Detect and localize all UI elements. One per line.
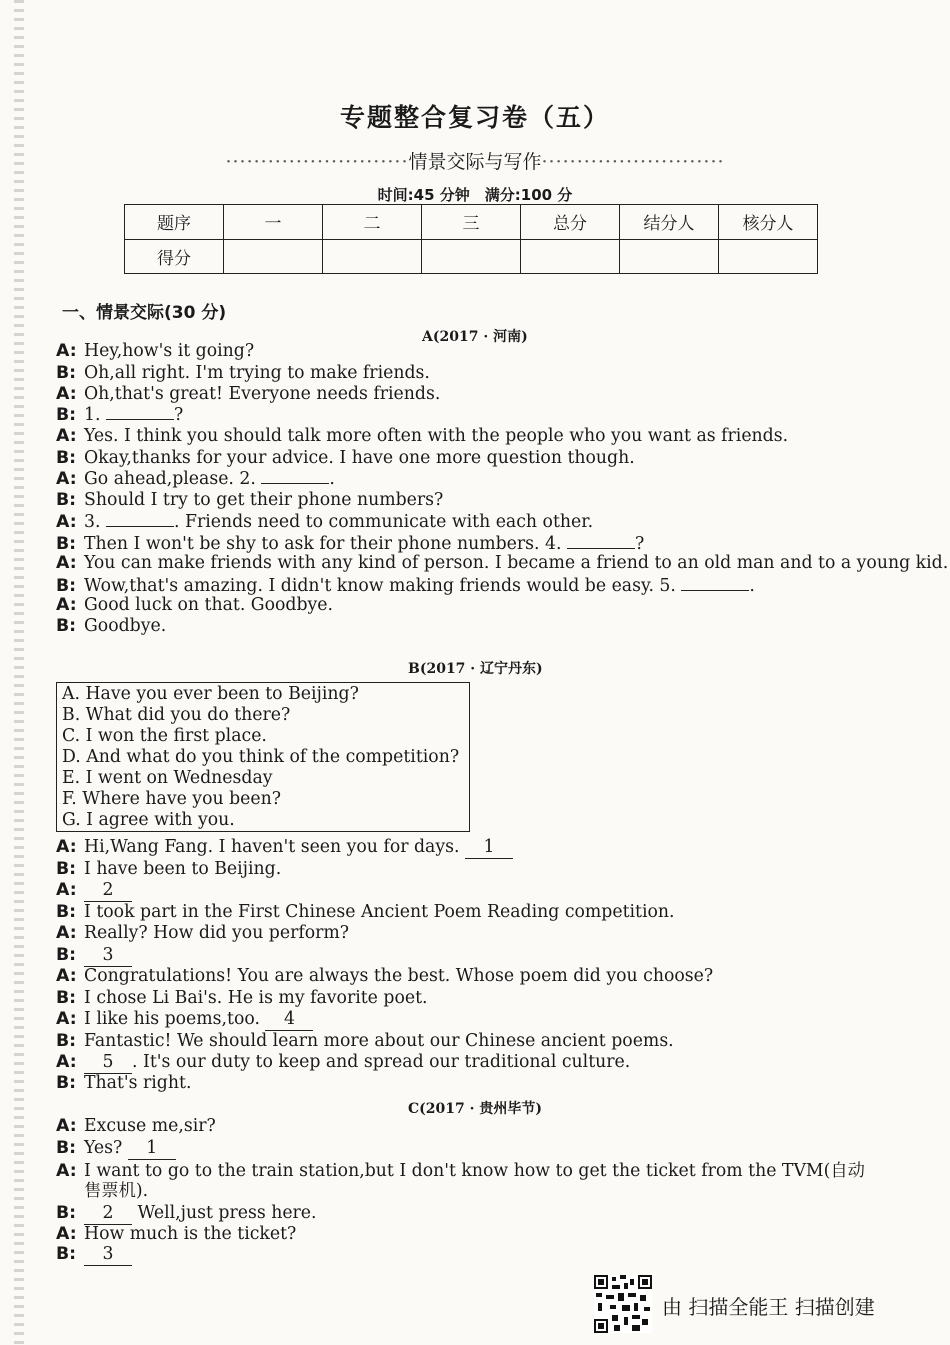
line-text: I chose Li Bai's. He is my favorite poet. — [84, 988, 428, 1008]
dialogue-line — [56, 575, 755, 597]
dialogue-line — [56, 468, 335, 490]
score-table-header-row — [125, 205, 818, 240]
dialogue-line — [56, 1031, 674, 1052]
dialogue-line — [56, 341, 254, 362]
watermark-text: 由 扫描全能王 扫描创建 — [662, 1295, 875, 1319]
dialogue-line — [56, 384, 440, 405]
speaker-label: A: — [56, 966, 77, 986]
speaker-label: A: — [56, 512, 77, 532]
line-text: I took part in the First Chinese Ancient Poem Reading competition. — [84, 902, 675, 922]
numbered-blank[interactable]: 5 — [84, 1052, 132, 1074]
line-text: 1. — [84, 405, 101, 425]
speaker-label: B: — [56, 534, 77, 554]
line-text: Oh,that's great! Everyone needs friends. — [84, 384, 441, 404]
part-a-header: A(2017 · 河南) — [422, 329, 528, 345]
answer-blank[interactable] — [681, 575, 749, 591]
dialogue-line — [56, 859, 281, 880]
dialogue-line — [56, 426, 788, 447]
line-text: Go ahead,please. 2. — [84, 469, 256, 489]
line-text: I have been to Beijing. — [84, 859, 282, 879]
speaker-label: A: — [56, 880, 77, 900]
part-c-header: C(2017 · 贵州毕节) — [408, 1101, 542, 1117]
speaker-label: B: — [56, 1073, 77, 1093]
speaker-label: A: — [56, 341, 77, 361]
dialogue-line — [56, 837, 513, 859]
option-item: C. I won the first place. — [62, 726, 267, 746]
option-item: E. I went on Wednesday — [62, 768, 273, 788]
speaker-label: A: — [56, 595, 77, 615]
line-text-after: . Friends need to communicate with each other. — [174, 512, 594, 532]
dialogue-line — [56, 1181, 148, 1202]
score-cell: 结分人 — [620, 205, 719, 240]
numbered-blank[interactable]: 1 — [128, 1138, 176, 1160]
dialogue-line — [56, 1009, 313, 1031]
line-text-after: . It's our duty to keep and spread our traditional culture. — [132, 1052, 631, 1072]
speaker-label: A: — [56, 1052, 77, 1072]
dialogue-line — [56, 1073, 191, 1094]
line-text-after: . — [329, 469, 335, 489]
line-text: Good luck on that. Goodbye. — [84, 595, 334, 615]
dialogue-line — [56, 902, 675, 923]
line-text: I like his poems,too. — [84, 1009, 260, 1029]
option-item: G. I agree with you. — [62, 810, 235, 830]
dialogue-line — [56, 988, 428, 1009]
line-text: How much is the ticket? — [84, 1224, 297, 1244]
line-text-after: Well,just press here. — [132, 1203, 317, 1223]
dialogue-line — [56, 1052, 630, 1074]
option-item: A. Have you ever been to Beijing? — [62, 684, 359, 704]
subtitle-dots-left: ·························· — [225, 151, 409, 173]
speaker-label: A: — [56, 1224, 77, 1244]
line-text: 售票机). — [84, 1181, 149, 1201]
dialogue-line — [56, 1203, 317, 1225]
score-cell: 核分人 — [719, 205, 818, 240]
numbered-blank[interactable]: 3 — [84, 945, 132, 967]
dialogue-line — [56, 404, 183, 426]
line-text: Okay,thanks for your advice. I have one more question though. — [84, 448, 635, 468]
dialogue-line — [56, 1138, 176, 1160]
line-text: Oh,all right. I'm trying to make friends. — [84, 363, 430, 383]
score-cell[interactable] — [521, 239, 620, 274]
speaker-label: B: — [56, 363, 77, 383]
line-text-after: ? — [634, 534, 645, 554]
line-text-after: . — [749, 576, 755, 596]
numbered-blank[interactable]: 2 — [84, 880, 132, 902]
speaker-label: A: — [56, 923, 77, 943]
page-title: 专题整合复习卷（五） — [339, 103, 610, 132]
qr-code-icon — [594, 1275, 652, 1333]
dialogue-line — [56, 880, 132, 902]
line-text: Yes? — [84, 1138, 123, 1158]
speaker-label: B: — [56, 1031, 77, 1051]
speaker-label: A: — [56, 1009, 77, 1029]
line-text: That's right. — [84, 1073, 192, 1093]
speaker-label: B: — [56, 616, 77, 636]
speaker-label: B: — [56, 576, 77, 596]
numbered-blank[interactable]: 3 — [84, 1244, 132, 1266]
score-cell: 二 — [323, 205, 422, 240]
answer-blank[interactable] — [106, 511, 174, 527]
subtitle-text: 情景交际与写作 — [408, 151, 542, 173]
dialogue-line — [56, 945, 132, 967]
speaker-label: B: — [56, 902, 77, 922]
dialogue-line — [56, 511, 593, 533]
option-item: F. Where have you been? — [62, 789, 282, 809]
score-cell: 题序 — [125, 205, 224, 240]
score-cell[interactable] — [323, 239, 422, 274]
score-cell[interactable] — [422, 239, 521, 274]
speaker-label: B: — [56, 448, 77, 468]
line-text: You can make friends with any kind of person. I became a friend to an old man and to a young kid. — [84, 553, 949, 573]
subtitle-dots-right: ·························· — [541, 151, 725, 173]
answer-blank[interactable] — [567, 533, 635, 549]
dialogue-line — [56, 1161, 865, 1182]
speaker-label: B: — [56, 945, 77, 965]
line-text: Wow,that's amazing. I didn't know making friends would be easy. 5. — [84, 576, 676, 596]
page-subtitle — [0, 147, 950, 174]
dialogue-line — [56, 533, 644, 555]
dialogue-line — [56, 1116, 216, 1137]
dialogue-line — [56, 553, 948, 574]
score-cell: 三 — [422, 205, 521, 240]
score-cell: 得分 — [125, 239, 224, 274]
score-table-value-row — [125, 239, 818, 274]
dialogue-line — [56, 923, 349, 944]
speaker-label: A: — [56, 553, 77, 573]
speaker-label: B: — [56, 1138, 77, 1158]
score-table — [124, 204, 818, 274]
line-text: Hi,Wang Fang. I haven't seen you for days. — [84, 837, 460, 857]
numbered-blank[interactable]: 2 — [84, 1203, 132, 1225]
line-text-after: ? — [174, 405, 184, 425]
speaker-label: B: — [56, 988, 77, 1008]
speaker-label: A: — [56, 1161, 77, 1181]
speaker-label: A: — [56, 384, 77, 404]
numbered-blank[interactable]: 1 — [465, 837, 513, 859]
answer-blank[interactable] — [106, 404, 174, 420]
part-b-header: B(2017 · 辽宁丹东) — [408, 661, 543, 677]
line-text: Then I won't be shy to ask for their phone numbers. 4. — [84, 534, 562, 554]
score-cell[interactable] — [620, 239, 719, 274]
speaker-label: B: — [56, 490, 77, 510]
score-cell[interactable] — [719, 239, 818, 274]
line-text: Should I try to get their phone numbers? — [84, 490, 444, 510]
numbered-blank[interactable]: 4 — [265, 1009, 313, 1031]
line-text: 3. — [84, 512, 101, 532]
speaker-label: A: — [56, 426, 77, 446]
dialogue-line — [56, 616, 166, 637]
dialogue-line — [56, 490, 443, 511]
line-text: Really? How did you perform? — [84, 923, 350, 943]
speaker-label: A: — [56, 469, 77, 489]
line-text: Congratulations! You are always the best. Whose poem did you choose? — [84, 966, 714, 986]
dialogue-line — [56, 448, 635, 469]
scanner-watermark — [594, 1275, 924, 1335]
score-cell: 一 — [224, 205, 323, 240]
speaker-label: B: — [56, 1203, 77, 1223]
dialogue-line — [56, 363, 430, 384]
dialogue-line — [56, 1224, 296, 1245]
dialogue-line — [56, 595, 333, 616]
line-text: I want to go to the train station,but I don't know how to get the ticket from the TVM(自动 — [84, 1161, 865, 1181]
speaker-label: B: — [56, 1244, 77, 1264]
option-item: B. What did you do there? — [62, 705, 291, 725]
section-heading: 一、情景交际(30 分) — [62, 303, 227, 323]
line-text: Hey,how's it going? — [84, 341, 255, 361]
option-item: D. And what do you think of the competition? — [62, 747, 460, 767]
speaker-label: A: — [56, 837, 77, 857]
line-text: Fantastic! We should learn more about our Chinese ancient poems. — [84, 1031, 674, 1051]
answer-blank[interactable] — [261, 468, 329, 484]
score-cell: 总分 — [521, 205, 620, 240]
speaker-label: A: — [56, 1116, 77, 1136]
dialogue-line — [56, 1244, 132, 1266]
time-score-info: 时间:45 分钟 满分:100 分 — [377, 186, 573, 204]
line-text: Excuse me,sir? — [84, 1116, 216, 1136]
speaker-label: B: — [56, 859, 77, 879]
speaker-label: B: — [56, 405, 77, 425]
dialogue-line — [56, 966, 713, 987]
line-text: Yes. I think you should talk more often with the people who you want as friends. — [84, 426, 789, 446]
line-text: Goodbye. — [84, 616, 167, 636]
score-cell[interactable] — [224, 239, 323, 274]
